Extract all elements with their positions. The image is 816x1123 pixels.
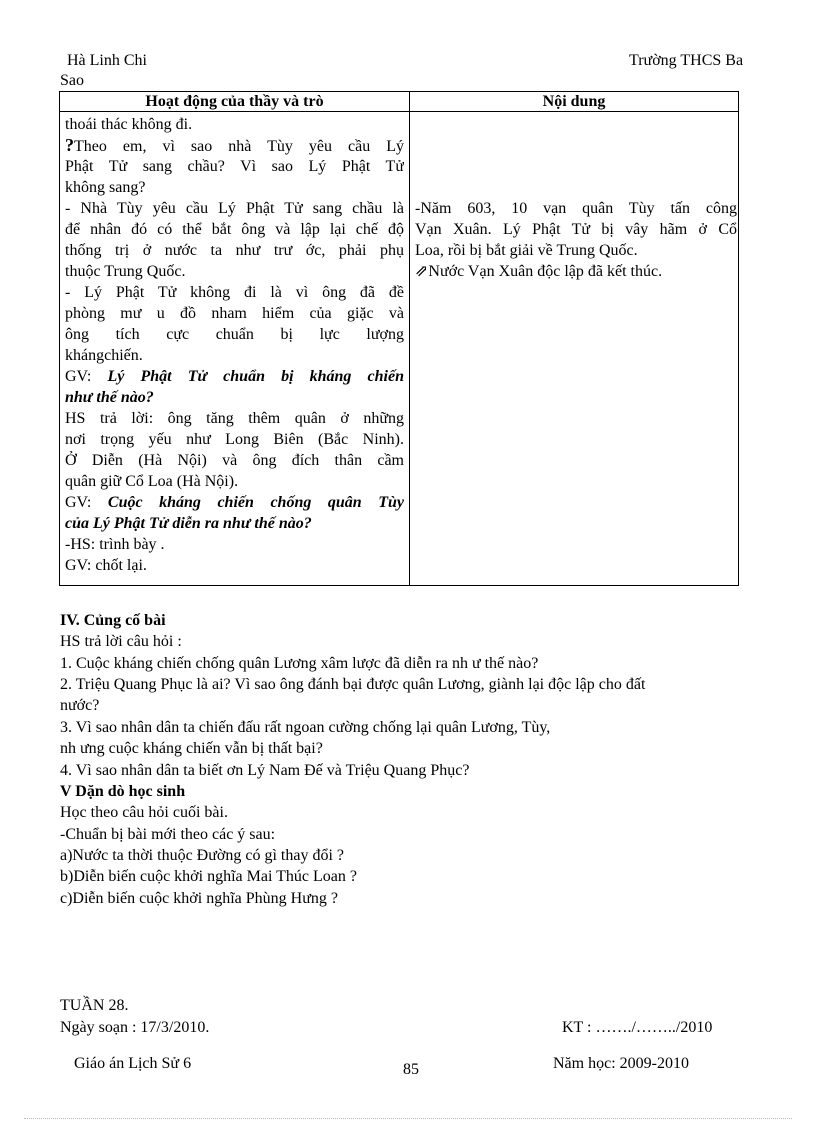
review-question: 3. Vì sao nhân dân ta chiến đấu rất ngoan cường chống lại quân Lương, Tùy,: [60, 719, 551, 736]
activity-line: quân giữ Cổ Loa (Hà Nội).: [65, 473, 239, 490]
activity-line: thoái thác không đi.: [65, 116, 193, 133]
activity-line: - Nhà Tùy yêu cầu Lý Phật Tử sang chầu là: [65, 200, 404, 217]
question-icon: ?: [65, 135, 74, 155]
content-line: ⇗Nước Vạn Xuân độc lập đã kết thúc.: [415, 263, 663, 280]
activity-line: -HS: trình bày .: [65, 536, 165, 553]
column-header-activities: Hoạt động của thầy và trò: [60, 92, 410, 112]
homework-line: c)Diễn biến cuộc khởi nghĩa Phùng Hưng ?: [60, 890, 338, 907]
review-question: 1. Cuộc kháng chiến chống quân Lương xâm lược đã diễn ra nh ư thế nào?: [60, 655, 539, 672]
week-label: TUẦN 28.: [60, 997, 129, 1014]
page-bottom-divider: [24, 1118, 792, 1119]
author-name: Hà Linh Chi: [67, 52, 147, 69]
homework-line: Học theo câu hỏi cuối bài.: [60, 804, 228, 821]
prep-date: Ngày soạn : 17/3/2010.: [60, 1019, 210, 1036]
activity-line: để nhân đó có thể bắt ông và lập lại chế độ: [65, 221, 404, 238]
review-intro: HS trả lời câu hỏi :: [60, 633, 182, 650]
school-name-continued: Sao: [60, 72, 84, 89]
activity-line: không sang?: [65, 179, 146, 196]
check-date: KT : ……./……../2010: [562, 1019, 713, 1036]
content-line: Vạn Xuân. Lý Phật Tử bị vây hãm ở Cổ: [415, 221, 737, 238]
activity-line: Ở Diễn (Hà Nội) và ông đích thân cầm: [65, 452, 404, 469]
review-question: 2. Triệu Quang Phục là ai? Vì sao ông đánh bại được quân Lương, giành lại độc lập cho đất: [60, 676, 646, 693]
content-cell: [410, 112, 739, 586]
activity-line: thống trị ở nước ta như trư ớc, phải phụ: [65, 242, 404, 259]
review-question: nước?: [60, 697, 100, 714]
homework-heading: V Dặn dò học sinh: [60, 783, 186, 800]
footer-title: Giáo án Lịch Sử 6: [74, 1055, 192, 1072]
page-number: 85: [403, 1061, 419, 1078]
review-question: 4. Vì sao nhân dân ta biết ơn Lý Nam Đế và Triệu Quang Phục?: [60, 762, 470, 779]
lesson-table: [59, 91, 739, 586]
activity-line: Phật Tử sang chầu? Vì sao Lý Phật Tử: [65, 158, 404, 175]
school-name: Trường THCS Ba: [629, 52, 744, 69]
homework-line: b)Diễn biến cuộc khởi nghĩa Mai Thúc Loan ?: [60, 868, 357, 885]
teacher-question-line: GV: Cuộc kháng chiến chống quân Tùy: [65, 494, 404, 511]
review-heading: IV. Củng cố bài: [60, 612, 166, 629]
activity-line: - Lý Phật Tử không đi là vì ông đã đề: [65, 284, 404, 301]
review-question: nh ưng cuộc kháng chiến vẫn bị thất bại?: [60, 740, 323, 757]
homework-line: a)Nước ta thời thuộc Đường có gì thay đổi ?: [60, 847, 344, 864]
content-line: -Năm 603, 10 vạn quân Tùy tấn công: [415, 200, 737, 217]
teacher-question-line: GV: Lý Phật Tử chuẩn bị kháng chiến: [65, 368, 404, 385]
teacher-question-line: của Lý Phật Tử diễn ra như thế nào?: [65, 515, 312, 532]
activity-line: ông tích cực chuẩn bị lực lượng: [65, 326, 404, 343]
activity-line: GV: chốt lại.: [65, 557, 147, 574]
teacher-question-line: như thế nào?: [65, 389, 154, 406]
activity-line: thuộc Trung Quốc.: [65, 263, 186, 280]
homework-line: -Chuẩn bị bài mới theo các ý sau:: [60, 826, 276, 843]
activity-line: ?Theo em, vì sao nhà Tùy yêu cầu Lý: [65, 135, 404, 155]
footer-school-year: Năm học: 2009-2010: [553, 1055, 689, 1072]
content-line: Loa, rồi bị bắt giải về Trung Quốc.: [415, 242, 638, 259]
activities-cell: [60, 112, 410, 586]
arrow-icon: ⇗: [415, 263, 429, 280]
activity-line: khángchiến.: [65, 347, 143, 364]
column-header-content: Nội dung: [410, 92, 739, 112]
activity-line: phòng mư u đồ nham hiểm của giặc và: [65, 305, 404, 322]
activity-line: nơi trọng yếu như Long Biên (Bắc Ninh).: [65, 431, 404, 448]
activity-line: HS trả lời: ông tăng thêm quân ở những: [65, 410, 404, 427]
